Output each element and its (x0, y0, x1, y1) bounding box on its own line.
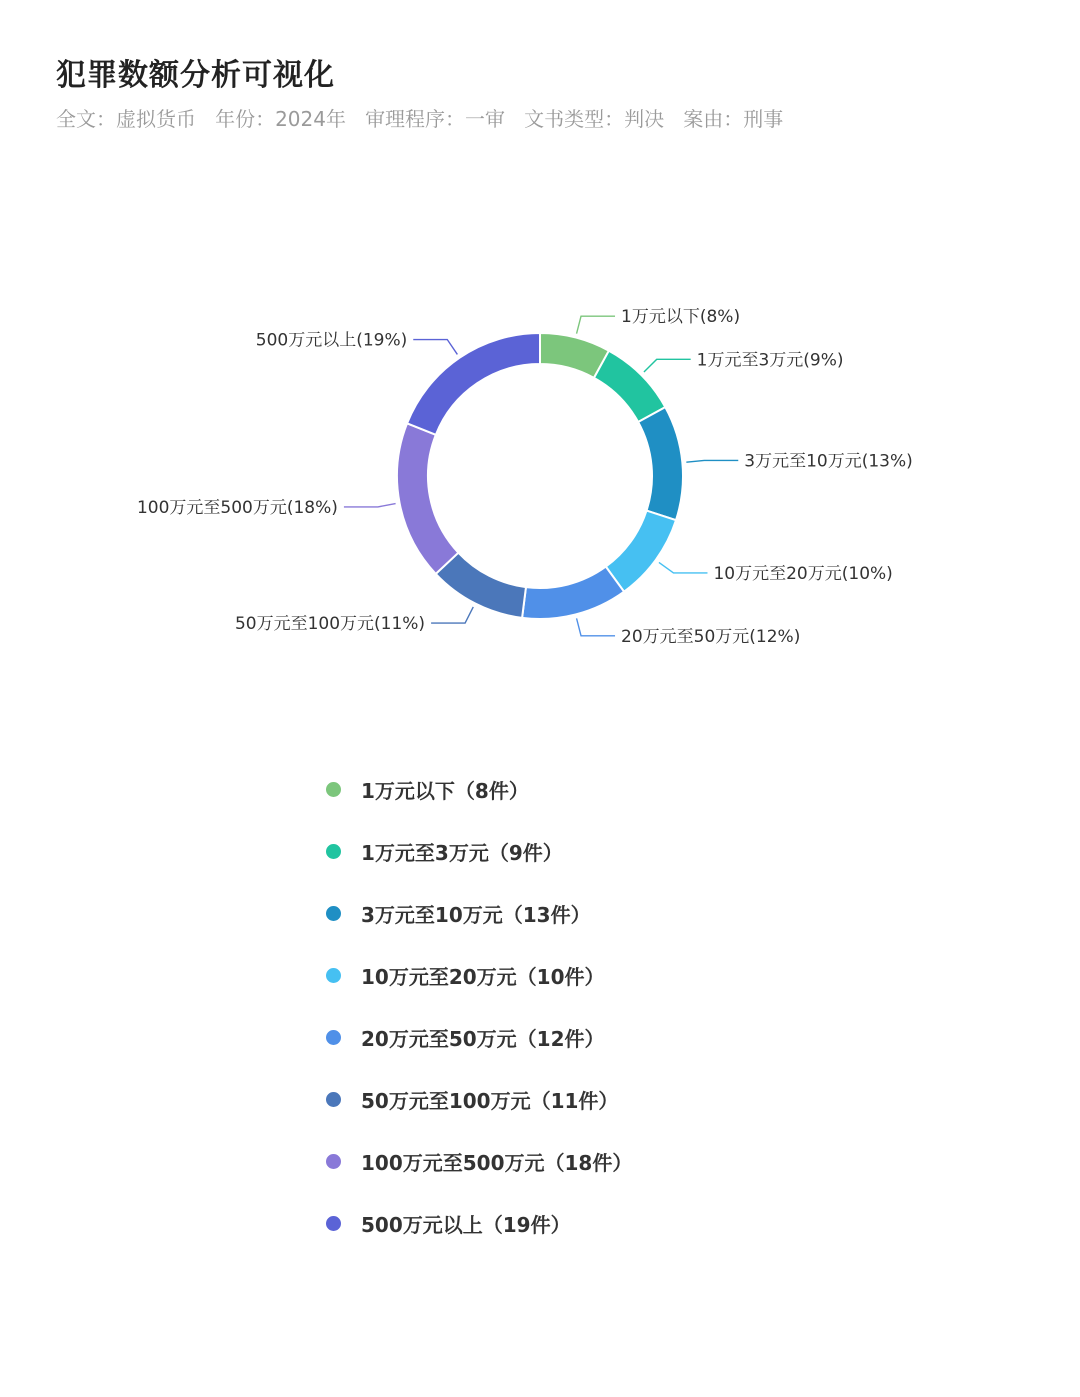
slice-label: 1万元以下(8%) (621, 307, 741, 328)
legend-item[interactable] (326, 820, 926, 882)
donut-slice[interactable] (397, 423, 458, 574)
legend-item[interactable] (326, 1192, 926, 1254)
slice-label: 3万元至10万元(13%) (744, 451, 913, 472)
filter-fulltext: 全文：虚拟货币 (56, 107, 196, 131)
donut-slice[interactable] (407, 333, 540, 435)
legend-swatch (326, 1154, 341, 1169)
donut-slice[interactable] (522, 567, 624, 619)
donut-slice[interactable] (638, 407, 683, 520)
leader-line (413, 340, 457, 355)
legend-swatch (326, 906, 341, 921)
leader-line (577, 618, 615, 635)
slice-label: 10万元至20万元(10%) (713, 563, 893, 584)
legend-label: 500万元以上（19件） (361, 1212, 571, 1237)
legend-item[interactable] (326, 882, 926, 944)
filter-cause: 案由：刑事 (683, 107, 784, 131)
legend-label: 1万元以下（8件） (361, 778, 529, 803)
donut-slices (397, 333, 683, 619)
legend-item[interactable] (326, 758, 926, 820)
slice-label: 50万元至100万元(11%) (234, 614, 426, 635)
legend-item[interactable] (326, 944, 926, 1006)
leader-line (659, 562, 708, 573)
leader-line (431, 607, 473, 623)
legend-item[interactable] (326, 1068, 926, 1130)
legend-item[interactable] (326, 1130, 926, 1192)
legend-swatch (326, 1216, 341, 1231)
legend-label: 10万元至20万元（10件） (361, 964, 605, 989)
legend-item[interactable] (326, 1006, 926, 1068)
legend-label: 100万元至500万元（18件） (361, 1150, 633, 1175)
leader-line (344, 504, 396, 507)
leader-line (644, 359, 691, 372)
legend-label: 1万元至3万元（9件） (361, 840, 563, 865)
legend-swatch (326, 968, 341, 983)
chart-legend (326, 758, 926, 1254)
leader-line (577, 316, 615, 333)
legend-swatch (326, 1092, 341, 1107)
legend-swatch (326, 844, 341, 859)
page-title: 犯罪数额分析可视化 (56, 58, 335, 93)
legend-label: 20万元至50万元（12件） (361, 1026, 605, 1051)
leader-line (686, 460, 738, 462)
slice-label: 100万元至500万元(18%) (136, 497, 338, 518)
filter-doc-type: 文书类型：判决 (524, 107, 665, 131)
slice-label: 20万元至50万元(12%) (621, 626, 801, 647)
slice-label: 1万元至3万元(9%) (696, 350, 844, 371)
slice-label: 500万元以上(19%) (255, 330, 408, 351)
filter-procedure: 审理程序：一审 (365, 107, 506, 131)
filter-year: 年份：2024年 (215, 107, 346, 131)
legend-swatch (326, 782, 341, 797)
legend-swatch (326, 1030, 341, 1045)
legend-label: 50万元至100万元（11件） (361, 1088, 619, 1113)
legend-label: 3万元至10万元（13件） (361, 902, 591, 927)
